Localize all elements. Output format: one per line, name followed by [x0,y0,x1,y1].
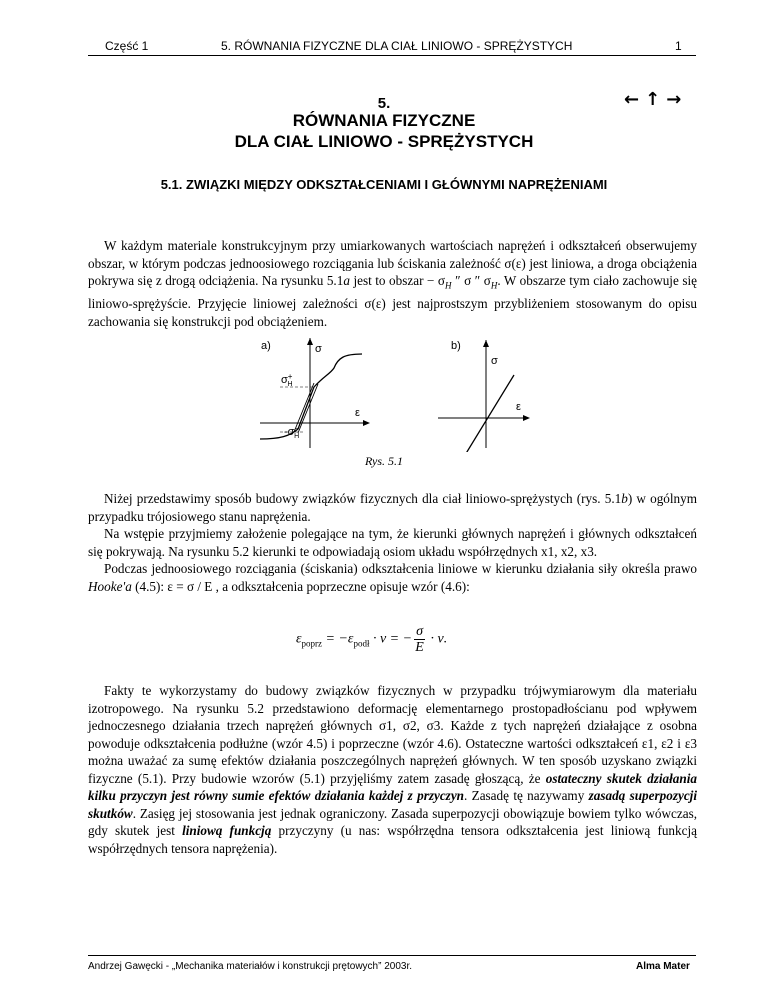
next-arrow-icon[interactable]: → [666,89,688,110]
title-line-1: RÓWNANIA FIZYCZNE [292,111,476,130]
axis-label-epsilon-a: ε [355,407,360,419]
axis-label-epsilon-b: ε [516,401,521,413]
header-part: Część 1 [105,39,149,53]
paragraph-method [88,490,697,595]
paragraph-3: Na wstępie przyjmiemy założenie polegające na tym, że kierunki głównych naprężeń i głównych odkształceń się pokrywają. Na rysunku 5.2 kierunki te odpowiadają osiom układu współrzędnych x1, x2, x3. [88,526,697,559]
footer-publisher: Alma Mater [636,961,690,972]
header-chapter-title: 5. RÓWNANIA FIZYCZNE DLA CIAŁ LINIOWO - SPRĘŻYSTYCH [221,39,573,53]
navigation [624,89,687,110]
subsection-title: 5.1. ZWIĄZKI MIĘDZY ODKSZTAŁCENIAMI I GŁÓWNYMI NAPRĘŻENIAMI [160,177,608,192]
formula-transverse-strain: $\varepsilon_{poprz} = -\varepsilon_{podł} \cdot \nu$ = − $\frac{\sigma}{E}$ · ν. [296,624,448,655]
paragraph-intro: W każdym materiale konstrukcyjnym przy umiarkowanych wartościach naprężeń i odkształceń obserwujemy obszar, w którym podczas jednoosiowego rozciągania lub ściskania zależność σ(ε) jest liniowa, a droga obciążenia pokrywa się z drogą odciążenia. Na rysunku 5.1a jest to obszar − $\sigma_H$ ″ σ ″ $\sigma_H$. W obszarze tym ciało zachowuje się liniowo-sprężyście. Przyjęcie liniowej zależności σ(ε) jest najprostszym przybliżeniem stosowanym do opisu zachowania się konstrukcji pod obciążeniem. [88,238,697,329]
stress-strain-curve [260,354,362,439]
axis-label-sigma-a: σ [315,343,322,355]
footer-divider [88,955,696,956]
figure-5-1 [254,336,534,452]
paragraph-2: Niżej przedstawimy sposób budowy związków fizycznych dla ciał liniowo-sprężystych (rys. 5.1b) w ogólnym przypadku trójosiowego stanu naprężenia. [88,491,697,524]
up-arrow-icon[interactable]: ↑ [645,89,667,110]
unload-path-2 [298,384,318,433]
header-divider [88,55,696,56]
header-page-number: 1 [675,39,682,53]
linear-elastic-line [462,375,514,452]
figure-a-label: a) [261,340,271,352]
title-line-2: DLA CIAŁ LINIOWO - SPRĘŻYSTYCH [234,132,534,151]
paragraph-4: Podczas jednoosiowego rozciągania (ściskania) odkształcenia liniowe w kierunku działania siły określa prawo Hooke'a (4.5): ε = σ / E , a odkształcenia poprzeczne opisuje wzór (4.6): [88,561,697,594]
paragraph-superposition: Fakty te wykorzystamy do budowy związków fizycznych w przypadku trójwymiarowym dla materiału izotropowego. Na rysunku 5.2 przedstawiono deformację elementarnego prostopadłościanu pod wpływem jednoczesnego działania trzech naprężeń głównych σ1, σ2, σ3. Każde z tych naprężeń działające z osobna powoduje odkształcenia podłużne (wzór 4.5) i poprzeczne (wzór 4.6). Ostateczne wartości odkształceń ε1, ε2 i ε3 można uważać za sumę efektów działania poszczególnych naprężeń głównych. W ten sposób uzyskano związki fizyczne (5.1). Przy budowie wzorów (5.1) przyjęliśmy zatem zasadę głoszącą, że ostateczny skutek działania kilku przyczyn jest równy sumie efektów działania każdej z przyczyn. Zasadę tę nazywamy zasadą superpozycji skutków. Zasięg jej stosowania jest jednak ograniczony. Zasada superpozycji obowiązuje bowiem tylko wówczas, gdy skutek jest liniową funkcją przyczyny (u nas: współrzędna tensora odkształcenia jest liniową funkcją współrzędnych tensora naprężenia). [88,683,697,856]
section-number: 5. [377,95,391,112]
sigma-h-plus-label: σ+ H [281,372,293,388]
figure-caption: Rys. 5.1 [364,454,404,468]
axis-label-sigma-b: σ [491,355,498,367]
footer-author: Andrzej Gawęcki - „Mechanika materiałów i konstrukcji prętowych” 2003r. [88,961,413,972]
prev-arrow-icon[interactable]: ← [624,89,646,110]
sigma-h-minus-label: -σ− H [284,424,300,440]
figure-b-label: b) [451,340,461,352]
